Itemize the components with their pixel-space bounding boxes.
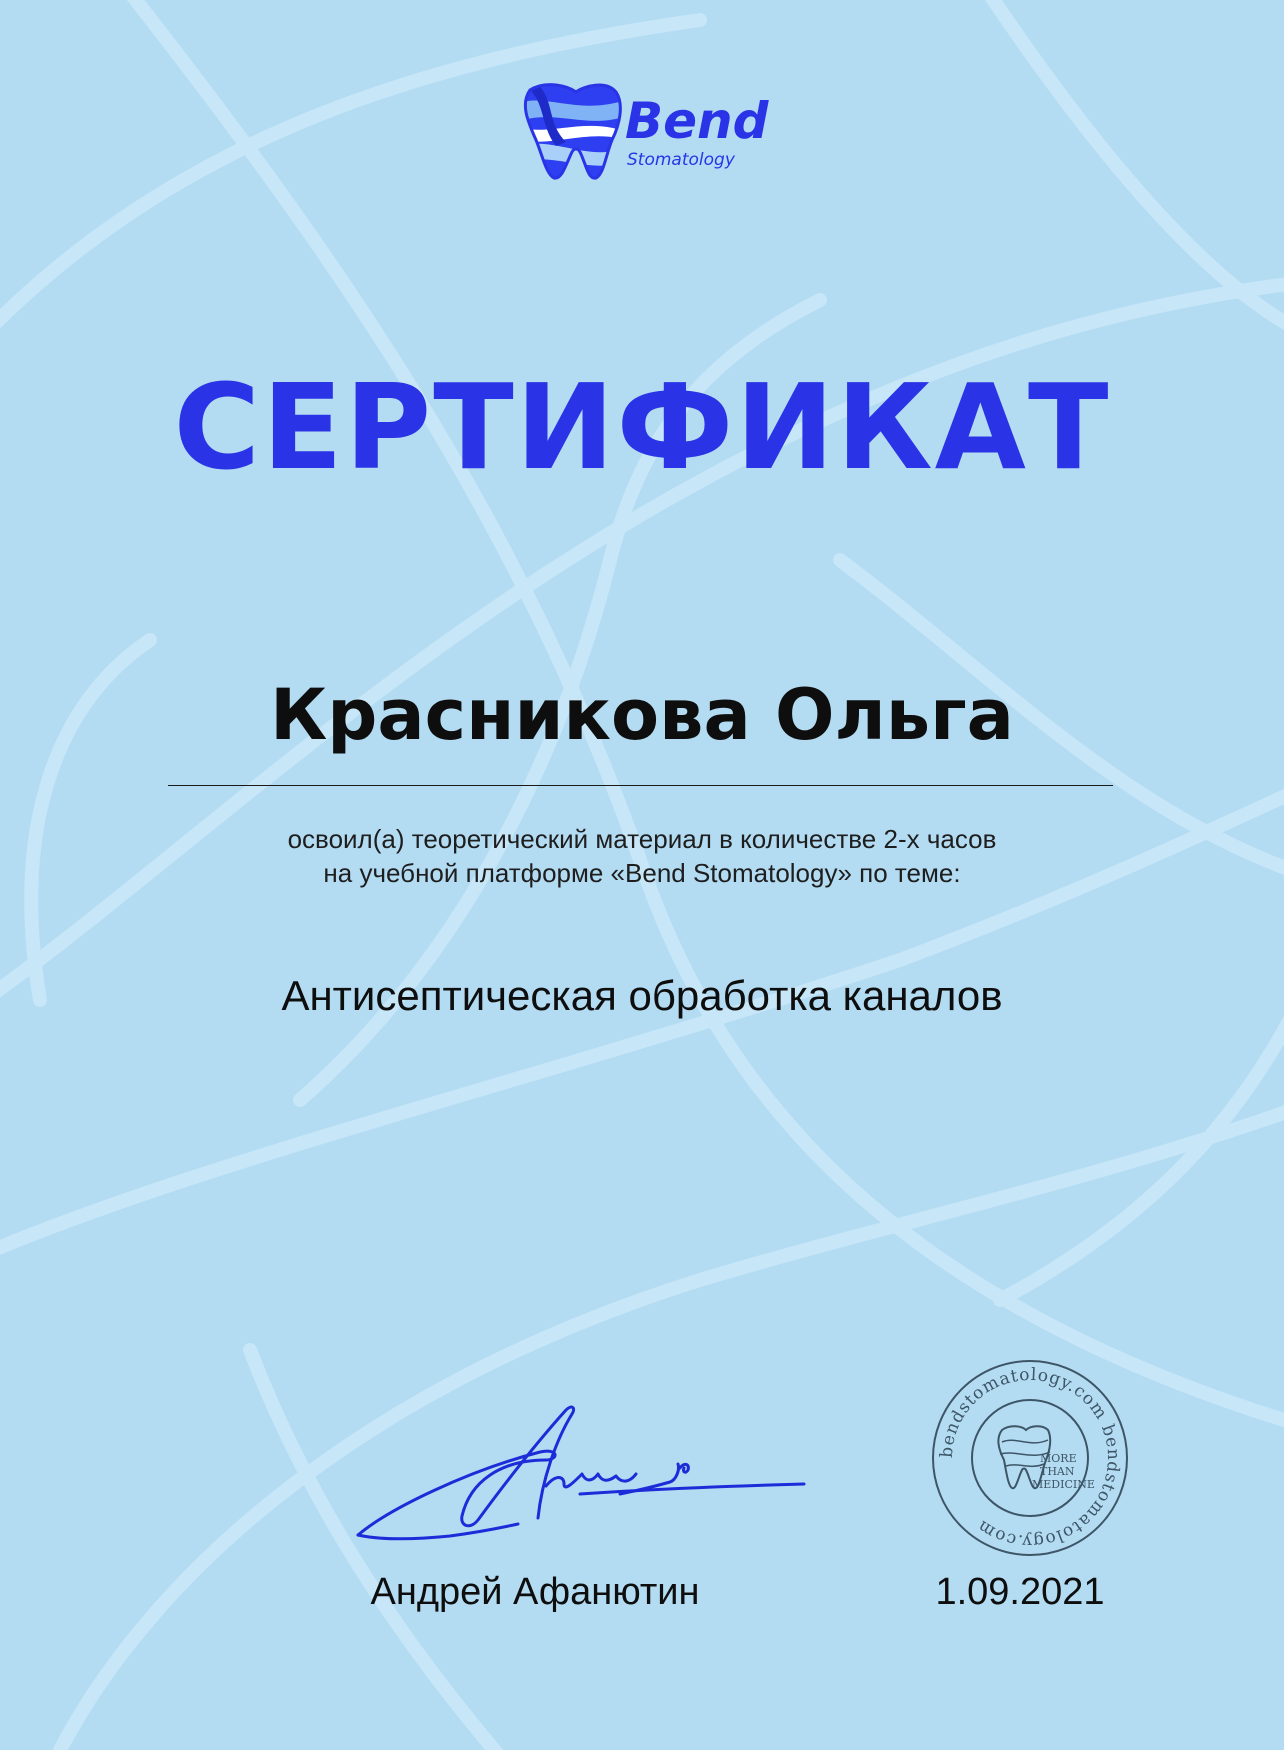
stamp-center-text-3: MEDICINE <box>1032 1478 1095 1491</box>
stamp-ring-text: bendstomatology.com bendstomatology.com <box>936 1364 1124 1552</box>
course-topic: Антисептическая обработка каналов <box>281 972 1003 1019</box>
svg-text:bendstomatology.com bendstomat <box>937 1365 1123 1551</box>
description-line-2: на учебной платформе «Bend Stomatology» по теме: <box>323 858 961 888</box>
name-underline <box>168 785 1113 786</box>
stamp-center-text-2: THAN <box>1040 1465 1075 1478</box>
signature-icon <box>350 1390 810 1550</box>
issue-date: 1.09.2021 <box>935 1571 1105 1613</box>
description <box>0 822 1284 890</box>
brand-subtitle: Stomatology <box>627 150 735 170</box>
stamp-center-text-1: MORE <box>1040 1452 1077 1465</box>
stamp-seal-icon <box>930 1358 1130 1558</box>
recipient-name: Красникова Ольга <box>270 674 1014 756</box>
certificate-title: СЕРТИФИКАТ <box>173 358 1111 496</box>
signer-name: Андрей Афанютин <box>370 1571 700 1613</box>
brand-name: Bend <box>625 92 769 150</box>
description-line-1: освоил(а) теоретический материал в количестве 2-х часов <box>287 824 997 854</box>
